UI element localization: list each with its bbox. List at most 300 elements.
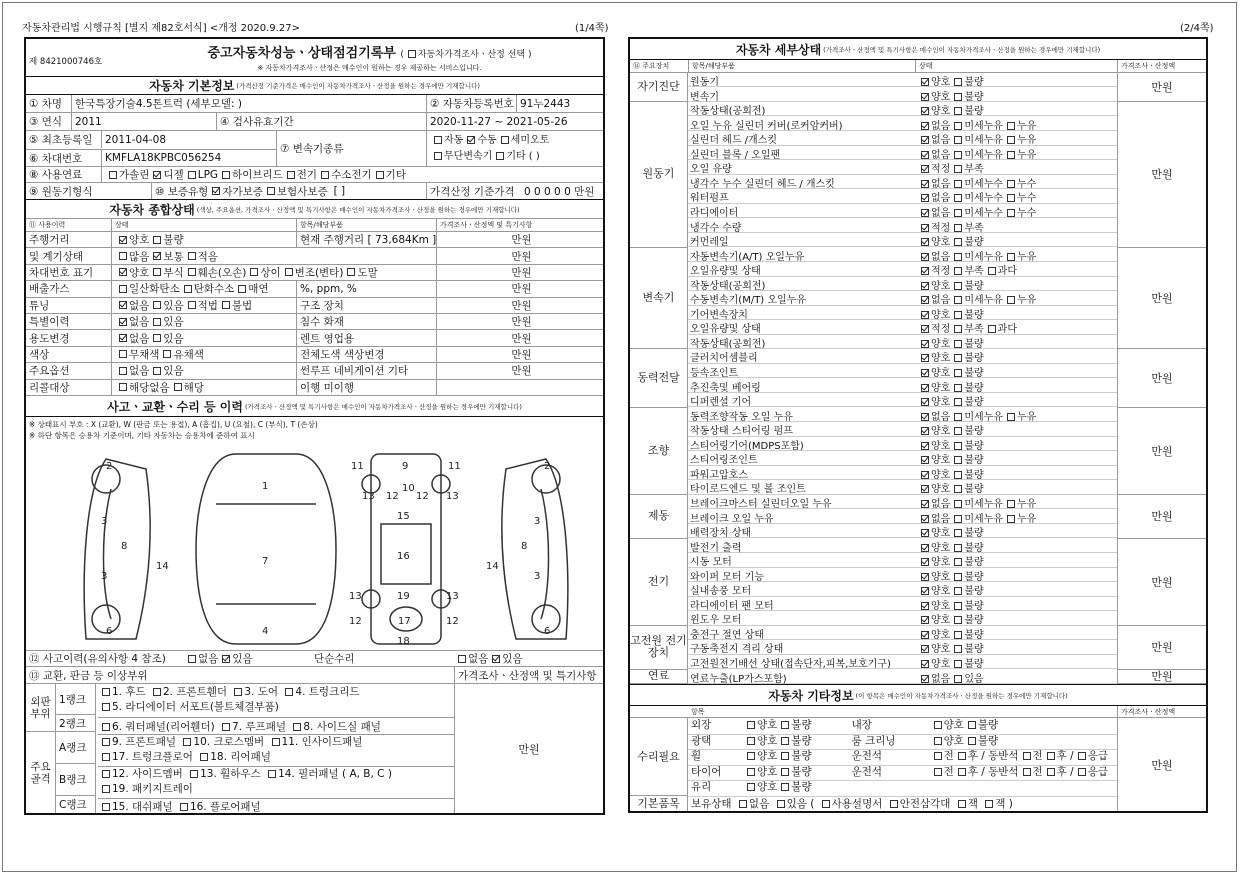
detail-item [688, 626, 1117, 640]
insp-label: ④ 검사유효기간 [216, 113, 426, 130]
summary-state-checkbox[interactable] [119, 318, 127, 326]
detail-state-checkbox[interactable] [1007, 209, 1015, 217]
summary-state-checkbox[interactable] [163, 350, 171, 358]
summary-state-checkbox[interactable] [153, 367, 161, 375]
detail-state-option: 양호 [931, 397, 951, 409]
accident-yes-checkbox[interactable] [222, 655, 230, 663]
repair-checkbox[interactable] [781, 737, 789, 745]
fuel-gasoline-checkbox[interactable] [109, 171, 117, 179]
simple-repair-label: 단순수리 [314, 653, 355, 665]
detail-state-option: 불량 [964, 280, 984, 292]
detail-item-state [917, 73, 984, 88]
detail-item-state [917, 320, 1017, 335]
detail-state-option: 양호 [931, 600, 951, 612]
summary-row-price: 만원 [436, 298, 603, 313]
detail-state-checkbox[interactable] [921, 544, 929, 552]
detail-state-option: 양호 [931, 644, 951, 656]
detail-state-checkbox[interactable] [921, 282, 929, 290]
detail-item-name: 냉각수 수량 [690, 222, 742, 234]
trans-semi-label: 세미오토 [510, 134, 550, 146]
price-option-label: 자동차가격조사ㆍ산정 선택 ) [417, 50, 532, 60]
detail-state-checkbox[interactable] [921, 311, 929, 319]
detail-state-checkbox[interactable] [954, 180, 962, 188]
repair-row [688, 780, 1117, 797]
detail-state-checkbox[interactable] [954, 602, 962, 610]
detail-item-name: 변속기 [690, 91, 719, 103]
detail-state-checkbox[interactable] [921, 93, 929, 101]
detail-item-name: 등속조인트 [690, 368, 739, 379]
detail-item-state [917, 349, 984, 364]
detail-state-checkbox[interactable] [921, 354, 929, 362]
detail-item-name: 자동변속기(A/T) 오일누유 [690, 251, 805, 263]
detail-item-state [917, 466, 984, 481]
detail-group-label: 조향 [630, 408, 688, 495]
svg-text:10: 10 [402, 483, 415, 494]
detail-state-checkbox[interactable] [954, 238, 962, 246]
detail-state-checkbox[interactable] [954, 631, 962, 639]
summary-state-checkbox[interactable] [153, 318, 161, 326]
doc-number: 제 8421000746호 [29, 56, 103, 67]
repair-option: 응급 [1087, 765, 1109, 778]
detail-state-option: 불량 [964, 440, 984, 452]
detail-state-checkbox[interactable] [954, 587, 962, 595]
detail-state-checkbox[interactable] [954, 325, 962, 333]
repair-checkbox[interactable] [968, 737, 976, 745]
repair-checkbox[interactable] [934, 752, 942, 760]
detail-state-checkbox[interactable] [921, 660, 929, 668]
summary-state-checkbox[interactable] [119, 383, 127, 391]
summary-row-label: 리콜대상 [29, 381, 70, 394]
summary-state-label: 있음 [163, 332, 184, 345]
detail-item-state [917, 335, 984, 350]
detail-state-checkbox[interactable] [921, 209, 929, 217]
detail-state-checkbox[interactable] [954, 442, 962, 450]
detail-item-state [917, 204, 1036, 219]
summary-row-price: 만원 [436, 347, 603, 362]
detail-state-checkbox[interactable] [921, 427, 929, 435]
detail-state-checkbox[interactable] [1007, 136, 1015, 144]
detail-item [688, 262, 1117, 276]
summary-header-item: 항목/해당부품 [296, 219, 436, 231]
detail-state-option: 양호 [931, 615, 951, 627]
detail-state-checkbox[interactable] [921, 122, 929, 130]
detail-item-name: 발전기 출력 [690, 542, 742, 554]
detail-item-state [917, 117, 1036, 132]
repair-checkbox[interactable] [958, 752, 966, 760]
repair-checkbox[interactable] [781, 768, 789, 776]
repair-checkbox[interactable] [934, 721, 942, 729]
detail-state-checkbox[interactable] [1007, 122, 1015, 130]
summary-state-checkbox[interactable] [153, 334, 161, 342]
detail-state-checkbox[interactable] [921, 267, 929, 275]
svg-text:2: 2 [544, 461, 551, 472]
detail-state-option: 양호 [931, 338, 951, 350]
detail-state-checkbox[interactable] [1007, 194, 1015, 202]
detail-state-checkbox[interactable] [954, 194, 962, 202]
detail-item-name: 오일유량및 상태 [690, 266, 761, 278]
repair-checkbox[interactable] [781, 783, 789, 791]
detail-state-checkbox[interactable] [921, 296, 929, 304]
summary-state-checkbox[interactable] [153, 301, 161, 309]
summary-state-checkbox[interactable] [285, 268, 293, 276]
detail-state-option: 과다 [997, 324, 1017, 336]
detail-state-checkbox[interactable] [954, 151, 962, 159]
detail-state-checkbox[interactable] [921, 194, 929, 202]
detail-group-price: 만원 [1117, 73, 1206, 102]
repair-checkbox[interactable] [934, 768, 942, 776]
detail-item [688, 175, 1117, 189]
detail-state-checkbox[interactable] [954, 340, 962, 348]
summary-state-label: 탄화수소 [193, 283, 235, 296]
detail-state-option: 미세누유 [964, 135, 1003, 147]
car-name-label: ① 차명 [29, 98, 63, 110]
detail-state-checkbox[interactable] [954, 354, 962, 362]
detail-state-checkbox[interactable] [954, 675, 962, 683]
repair-checkbox[interactable] [747, 768, 755, 776]
repair-checkbox[interactable] [781, 721, 789, 729]
detail-item-state [917, 379, 984, 394]
detail-state-checkbox[interactable] [1007, 515, 1015, 523]
trans-cvt-checkbox[interactable] [434, 152, 442, 160]
detail-state-checkbox[interactable] [1007, 500, 1015, 508]
detail-note: (가격조사ㆍ산정액 및 특기사항은 매수인이 자동차가격조사ㆍ산정을 원하는 경우에만 기재합니다) [823, 45, 1101, 54]
detail-state-checkbox[interactable] [921, 602, 929, 610]
detail-state-checkbox[interactable] [921, 384, 929, 392]
svg-text:12: 12 [386, 491, 399, 502]
svg-text:14: 14 [486, 561, 499, 572]
detail-state-checkbox[interactable] [954, 224, 962, 232]
repair-checkbox[interactable] [934, 737, 942, 745]
detail-state-option: 없음 [931, 673, 951, 685]
summary-state-label: 훼손(오손) [197, 266, 247, 279]
trans-other-checkbox[interactable] [496, 152, 504, 160]
detail-item-name: 작동상태(공회전) [690, 280, 766, 292]
part-dash-panel: 15. 대쉬패널 [112, 801, 173, 813]
repair-checkbox[interactable] [781, 752, 789, 760]
detail-item-state [917, 670, 984, 685]
detail-item [688, 422, 1117, 436]
detail-state-option: 양호 [931, 557, 951, 569]
warranty-insurer-checkbox[interactable] [267, 187, 275, 195]
detail-state-checkbox[interactable] [1007, 413, 1015, 421]
detail-state-checkbox[interactable] [921, 107, 929, 115]
detail-state-option: 불량 [964, 484, 984, 496]
detail-state-checkbox[interactable] [954, 616, 962, 624]
detail-item-name: 고전원전기배선 상태(접속단자,피복,보호기구) [690, 659, 891, 670]
summary-row-detail: 현재 주행거리 [ 73,684Km ] [296, 232, 436, 247]
repair-checkbox[interactable] [1047, 768, 1055, 776]
repair-checkbox[interactable] [747, 783, 755, 791]
detail-state-checkbox[interactable] [1007, 151, 1015, 159]
detail-state-checkbox[interactable] [954, 93, 962, 101]
detail-state-option: 부족 [964, 222, 984, 234]
detail-state-checkbox[interactable] [921, 442, 929, 450]
summary-state-checkbox[interactable] [188, 301, 196, 309]
summary-state-checkbox[interactable] [119, 367, 127, 375]
summary-state-checkbox[interactable] [119, 334, 127, 342]
detail-state-checkbox[interactable] [954, 515, 962, 523]
svg-text:13: 13 [349, 591, 362, 602]
detail-state-checkbox[interactable] [954, 500, 962, 508]
detail-state-checkbox[interactable] [954, 645, 962, 653]
detail-state-checkbox[interactable] [921, 238, 929, 246]
summary-state-label: 불법 [231, 299, 253, 312]
detail-state-checkbox[interactable] [954, 485, 962, 493]
detail-state-checkbox[interactable] [954, 544, 962, 552]
detail-state-checkbox[interactable] [954, 209, 962, 217]
summary-row-label: 주행거리 [29, 234, 70, 247]
detail-item-name: 기어변속장치 [690, 309, 748, 321]
part-package-tray: 19. 패키지트레이 [112, 783, 193, 795]
detail-title: 자동차 세부상태 [735, 42, 822, 57]
summary-state-checkbox[interactable] [188, 252, 196, 260]
detail-state-checkbox[interactable] [921, 253, 929, 261]
summary-header-state: 상태 [111, 219, 296, 231]
detail-group-price: 만원 [1117, 349, 1206, 407]
summary-state-checkbox[interactable] [119, 285, 127, 293]
detail-item-state [917, 277, 984, 292]
fuel-hybrid-checkbox[interactable] [222, 171, 230, 179]
repair-option: 양호 [757, 750, 778, 763]
right-panel [628, 37, 1208, 813]
detail-state-checkbox[interactable] [954, 296, 962, 304]
summary-state-checkbox[interactable] [174, 383, 182, 391]
detail-state-checkbox[interactable] [921, 616, 929, 624]
detail-state-checkbox[interactable] [921, 675, 929, 683]
detail-state-checkbox[interactable] [954, 282, 962, 290]
summary-state-label: 적음 [197, 250, 218, 263]
summary-row-detail: 침수 화재 [296, 314, 436, 329]
accident-none-label: 없음 [198, 653, 219, 665]
repair-checkbox[interactable] [1023, 768, 1031, 776]
fuel-hydrogen-checkbox[interactable] [321, 171, 329, 179]
detail-group-price: 만원 [1117, 539, 1206, 626]
detail-state-checkbox[interactable] [954, 558, 962, 566]
part-trunk-floor: 17. 트렁크플로어 [112, 751, 193, 763]
summary-state-checkbox[interactable] [119, 268, 127, 276]
detail-state-option: 양호 [931, 77, 951, 88]
repair-yes-checkbox[interactable] [492, 655, 500, 663]
detail-state-option: 불량 [964, 557, 984, 569]
summary-state-checkbox[interactable] [250, 268, 258, 276]
svg-text:8: 8 [521, 541, 528, 552]
detail-state-option: 불량 [964, 91, 984, 103]
trans-auto-label: 자동 [444, 134, 464, 146]
detail-state-checkbox[interactable] [921, 587, 929, 595]
fuel-lpg-checkbox[interactable] [188, 171, 196, 179]
detail-state-checkbox[interactable] [954, 136, 962, 144]
detail-state-option: 누수 [1016, 178, 1037, 190]
repair-need-label: 수리필요 [630, 718, 688, 796]
detail-item [688, 655, 1117, 669]
summary-state-checkbox[interactable] [153, 236, 161, 244]
detail-state-checkbox[interactable] [1007, 253, 1015, 261]
repair-option: 불량 [791, 765, 812, 778]
summary-state-checkbox[interactable] [184, 285, 192, 293]
summary-row-label: 튜닝 [29, 299, 50, 312]
detail-state-checkbox[interactable] [954, 165, 962, 173]
detail-state-option: 미세누수 [964, 178, 1003, 190]
summary-state-checkbox[interactable] [119, 252, 127, 260]
detail-item-name: 시동 모터 [690, 557, 732, 569]
repair-option: 후 / [1056, 750, 1074, 763]
summary-row-detail: 이행 미이행 [296, 380, 436, 395]
repair-none-label: 없음 [468, 653, 489, 665]
detail-state-checkbox[interactable] [921, 151, 929, 159]
detail-state-checkbox[interactable] [954, 456, 962, 464]
warranty-self-checkbox[interactable] [212, 187, 220, 195]
trans-semi-checkbox[interactable] [501, 136, 509, 144]
summary-state-checkbox[interactable] [153, 252, 161, 260]
detail-state-checkbox[interactable] [921, 325, 929, 333]
basic-items-label: 기본품목 [630, 796, 688, 811]
detail-state-checkbox[interactable] [921, 456, 929, 464]
detail-item-state [917, 364, 984, 379]
summary-state-checkbox[interactable] [119, 236, 127, 244]
detail-state-checkbox[interactable] [954, 573, 962, 581]
detail-state-checkbox[interactable] [921, 471, 929, 479]
detail-state-checkbox[interactable] [921, 515, 929, 523]
part-inside-panel: 11. 인사이드패널 [281, 736, 363, 748]
detail-state-checkbox[interactable] [1007, 180, 1015, 188]
summary-state-checkbox[interactable] [238, 285, 246, 293]
repair-checkbox[interactable] [958, 768, 966, 776]
detail-state-option: 미세누유 [964, 513, 1003, 525]
detail-item-name: 오일 유량 [690, 164, 732, 176]
summary-row [26, 330, 603, 346]
detail-state-checkbox[interactable] [921, 529, 929, 537]
detail-state-checkbox[interactable] [921, 558, 929, 566]
detail-group-label: 전기 [630, 539, 688, 626]
detail-state-checkbox[interactable] [954, 529, 962, 537]
detail-table [630, 73, 1206, 684]
detail-state-option: 불량 [964, 528, 984, 540]
detail-state-checkbox[interactable] [954, 311, 962, 319]
page-number-right: (2/4쪽) [1180, 23, 1214, 34]
detail-state-checkbox[interactable] [954, 253, 962, 261]
basic-info-title: 자동차 기본정보 [149, 79, 235, 93]
detail-header-device: ⑭ 주요장치 [633, 62, 670, 70]
detail-state-checkbox[interactable] [954, 369, 962, 377]
detail-state-checkbox[interactable] [921, 645, 929, 653]
detail-item-name: 수동변속기(M/T) 오일누유 [690, 295, 807, 307]
svg-text:14: 14 [156, 561, 169, 572]
detail-state-checkbox[interactable] [921, 485, 929, 493]
detail-item [688, 73, 1117, 87]
detail-state-checkbox[interactable] [921, 413, 929, 421]
detail-state-checkbox[interactable] [921, 398, 929, 406]
detail-item [688, 306, 1117, 320]
detail-state-checkbox[interactable] [921, 180, 929, 188]
detail-state-checkbox[interactable] [921, 340, 929, 348]
detail-item-state [917, 626, 984, 641]
detail-item-state [917, 262, 1017, 277]
detail-state-checkbox[interactable] [954, 413, 962, 421]
detail-item [688, 393, 1117, 407]
detail-item [688, 408, 1117, 422]
detail-state-checkbox[interactable] [954, 471, 962, 479]
detail-state-checkbox[interactable] [954, 122, 962, 130]
price-option-checkbox[interactable] [408, 50, 416, 58]
detail-state-checkbox[interactable] [954, 78, 962, 86]
trans-manual-checkbox[interactable] [467, 136, 475, 144]
detail-state-option: 있음 [964, 673, 984, 685]
summary-state-checkbox[interactable] [222, 301, 230, 309]
summary-state-checkbox[interactable] [153, 268, 161, 276]
detail-state-checkbox[interactable] [988, 325, 996, 333]
summary-state-checkbox[interactable] [119, 350, 127, 358]
fuel-electric-checkbox[interactable] [287, 171, 295, 179]
repair-checkbox[interactable] [747, 721, 755, 729]
repair-checkbox[interactable] [747, 752, 755, 760]
accident-none-checkbox[interactable] [188, 655, 196, 663]
summary-state-label: 해당없음 [129, 381, 170, 394]
repair-none-checkbox[interactable] [458, 655, 466, 663]
warranty-insurer-label: 보험사보증 [276, 185, 328, 198]
detail-state-option: 불량 [964, 368, 984, 379]
detail-item [688, 219, 1117, 233]
summary-row-label: 특별이력 [29, 316, 70, 329]
summary-row-label: 배출가스 [29, 283, 70, 296]
detail-state-option: 불량 [964, 586, 984, 598]
detail-item-name: 구동축전지 격리 상태 [690, 644, 784, 656]
detail-item [688, 88, 1117, 102]
detail-state-checkbox[interactable] [954, 398, 962, 406]
summary-row [26, 265, 603, 281]
detail-state-checkbox[interactable] [954, 107, 962, 115]
detail-item-state [917, 539, 984, 554]
detail-state-checkbox[interactable] [921, 165, 929, 173]
summary-state-checkbox[interactable] [188, 268, 196, 276]
detail-state-checkbox[interactable] [954, 384, 962, 392]
part-hood: 1. 후드 [112, 686, 146, 698]
trans-auto-checkbox[interactable] [434, 136, 442, 144]
detail-state-checkbox[interactable] [954, 427, 962, 435]
detail-state-checkbox[interactable] [921, 573, 929, 581]
part-radiator-support: 5. 라디에이터 서포트(볼트체결부품) [112, 701, 279, 713]
repair-checkbox[interactable] [1047, 752, 1055, 760]
detail-item-state [917, 146, 1036, 161]
detail-state-checkbox[interactable] [988, 267, 996, 275]
detail-state-checkbox[interactable] [921, 224, 929, 232]
repair-option: 양호 [757, 734, 778, 747]
fuel-lpg-label: LPG [197, 168, 219, 181]
fuel-diesel-checkbox[interactable] [153, 171, 161, 179]
detail-group-price: 만원 [1117, 626, 1206, 670]
part-side-sill: 8. 사이드실 패널 [303, 721, 381, 733]
detail-state-checkbox[interactable] [954, 267, 962, 275]
repair-checkbox[interactable] [968, 721, 976, 729]
detail-state-checkbox[interactable] [921, 78, 929, 86]
fuel-other-checkbox[interactable] [376, 171, 384, 179]
detail-state-checkbox[interactable] [954, 660, 962, 668]
detail-state-option: 양호 [931, 309, 951, 321]
detail-state-checkbox[interactable] [921, 631, 929, 639]
detail-state-checkbox[interactable] [921, 369, 929, 377]
detail-state-checkbox[interactable] [1007, 296, 1015, 304]
detail-group-label: 변속기 [630, 248, 688, 350]
detail-state-checkbox[interactable] [921, 500, 929, 508]
summary-state-checkbox[interactable] [119, 301, 127, 309]
repair-checkbox[interactable] [1078, 752, 1086, 760]
detail-state-checkbox[interactable] [921, 136, 929, 144]
repair-checkbox[interactable] [1078, 768, 1086, 776]
repair-checkbox[interactable] [747, 737, 755, 745]
repair-checkbox[interactable] [1023, 752, 1031, 760]
detail-header-item: 항목/해당부품 [688, 60, 915, 72]
summary-row-label: 용도변경 [29, 332, 70, 345]
summary-state-checkbox[interactable] [347, 268, 355, 276]
